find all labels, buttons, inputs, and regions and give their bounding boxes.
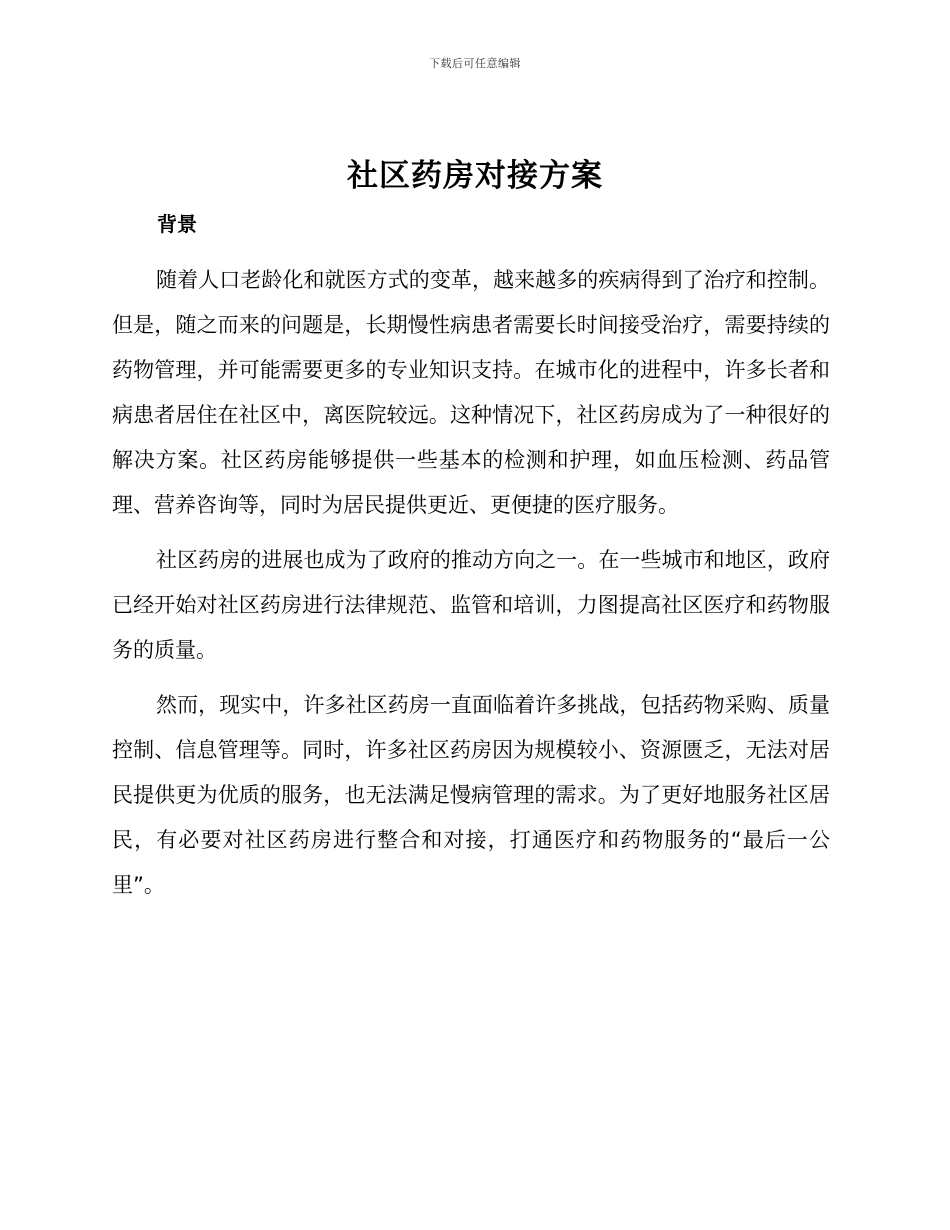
paragraph-2: 社区药房的进展也成为了政府的推动方向之一。在一些城市和地区，政府已经开始对社区药房进行法律规范、监管和培训，力图提高社区医疗和药物服务的质量。 bbox=[112, 548, 830, 662]
document-title: 社区药房对接方案 bbox=[347, 158, 603, 194]
paragraph-3: 然而，现实中，许多社区药房一直面临着许多挑战，包括药物采购、质量控制、信息管理等。同时，许多社区药房因为规模较小、资源匮乏，无法对居民提供更为优质的服务，也无法满足慢病管理的需求。为了更好地服务社区居民，有必要对社区药房进行整合和对接，打通医疗和药物服务的“最后一公里”。 bbox=[112, 693, 830, 897]
paragraph-1: 随着人口老龄化和就医方式的变革，越来越多的疾病得到了治疗和控制。但是，随之而来的问题是，长期慢性病患者需要长时间接受治疗，需要持续的药物管理，并可能需要更多的专业知识支持。在城市化的进程中，许多长者和病患者居住在社区中，离医院较远。这种情况下，社区药房成为了一种很好的解决方案。社区药房能够提供一些基本的检测和护理，如血压检测、药品管理、营养咨询等，同时为居民提供更近、更便捷的医疗服务。 bbox=[112, 268, 830, 517]
header-note: 下载后可任意编辑 bbox=[429, 57, 521, 70]
section-heading-background: 背景 bbox=[157, 212, 197, 236]
document-body bbox=[112, 258, 830, 918]
